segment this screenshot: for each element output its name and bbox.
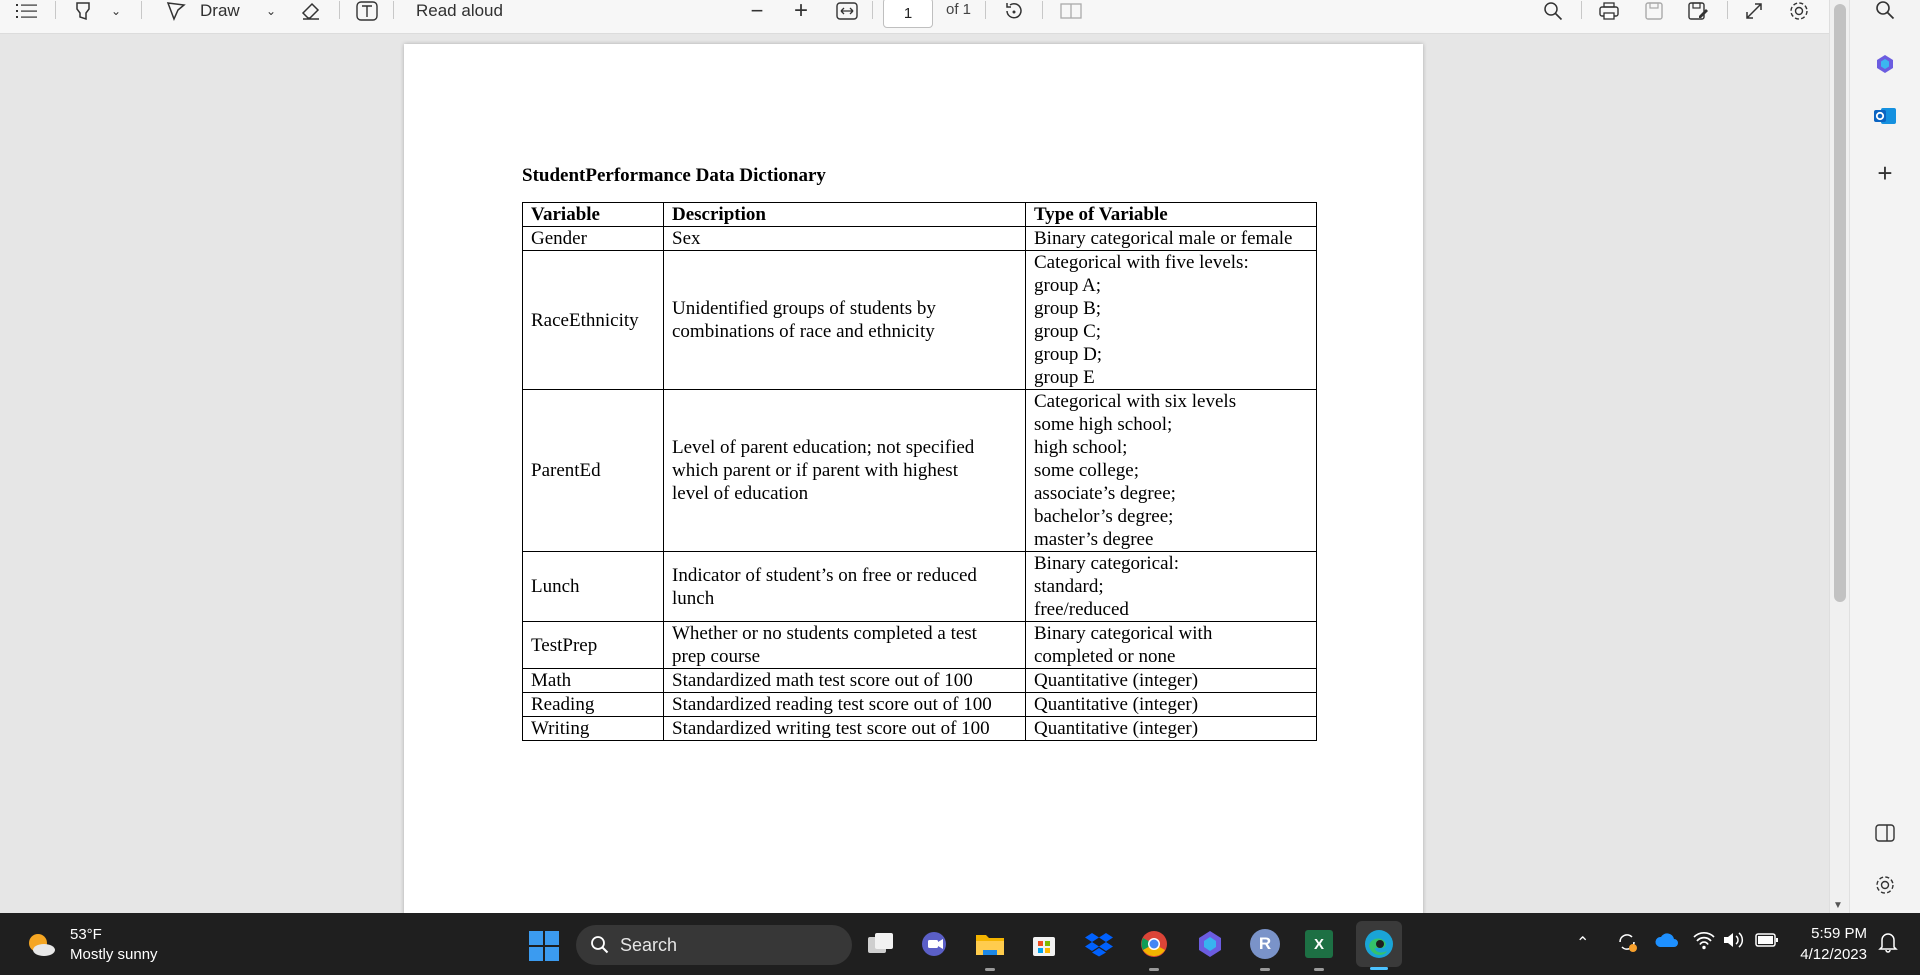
clock-date: 4/12/2023 [1800,946,1867,963]
page-total-label: of 1 [946,1,972,18]
variable-cell: TestPrep [523,622,664,669]
contents-icon[interactable] [14,0,40,22]
table-row [523,227,1317,251]
description-cell: Sex [664,227,1026,251]
settings-gear-icon[interactable] [1786,0,1812,22]
zoom-out-icon[interactable]: − [750,0,764,23]
type-cell: Categorical with five levels: group A; group B; group C; group D; group E [1026,251,1317,390]
r-app-letter: R [1250,929,1280,959]
wifi-icon[interactable] [1693,930,1715,955]
save-as-icon[interactable] [1685,0,1711,22]
task-view-icon[interactable] [864,927,898,961]
toolbar-separator [1727,1,1728,19]
document-title: StudentPerformance Data Dictionary [522,165,826,186]
draw-icon[interactable] [164,0,188,22]
description-cell: Whether or no students completed a test prep course [664,622,1026,669]
column-header-type: Type of Variable [1026,203,1317,227]
dropbox-icon[interactable] [1082,927,1116,961]
description-cell: Standardized writing test score out of 100 [664,717,1026,741]
windows-start-button[interactable] [529,931,559,961]
microsoft-store-icon[interactable] [1027,927,1061,961]
excel-icon[interactable] [1302,927,1336,961]
scrollbar-thumb[interactable] [1834,4,1846,602]
edge-sidebar [1849,0,1920,913]
active-indicator [1370,967,1388,970]
sync-icon[interactable] [1615,930,1639,959]
windows-taskbar [0,913,1920,975]
toolbar-separator [1042,1,1043,19]
type-cell: Categorical with six levels some high school; high school; some college; associate’s degree; bachelor’s degree; master’s degree [1026,390,1317,552]
save-icon[interactable] [1641,0,1667,22]
toolbar-separator [872,1,873,19]
highlight-icon[interactable] [70,0,96,22]
draw-button[interactable]: Draw [200,1,240,20]
toolbar-separator [393,1,394,19]
description-cell: Level of parent education; not specified which parent or if parent with highest level of education [664,390,1026,552]
toolbar-separator [55,1,56,19]
r-app-icon[interactable] [1248,927,1282,961]
table-row [523,552,1317,622]
column-header-variable: Variable [523,203,664,227]
table-row [523,390,1317,552]
table-row [523,717,1317,741]
edge-icon[interactable] [1356,921,1402,967]
search-label: Search [620,934,678,955]
battery-icon[interactable] [1754,931,1780,954]
vertical-scrollbar[interactable] [1829,0,1849,913]
description-cell: Standardized math test score out of 100 [664,669,1026,693]
running-indicator [1149,968,1159,971]
toolbar-separator [1581,1,1582,19]
variable-cell: Reading [523,693,664,717]
copilot-icon[interactable] [1870,49,1900,79]
toolbar-separator [339,1,340,19]
scroll-down-arrow-icon[interactable]: ▼ [1833,900,1843,911]
onedrive-icon[interactable] [1654,930,1680,957]
teams-icon[interactable] [918,927,952,961]
type-cell: Quantitative (integer) [1026,693,1317,717]
partly-sunny-icon [24,928,58,962]
type-cell: Binary categorical: standard; free/reduced [1026,552,1317,622]
taskbar-search-box[interactable] [576,925,852,965]
find-icon[interactable] [1540,0,1566,22]
chrome-icon[interactable] [1137,927,1171,961]
search-icon [590,935,610,955]
type-cell: Quantitative (integer) [1026,669,1317,693]
file-explorer-icon[interactable] [973,927,1007,961]
rotate-icon[interactable] [1001,0,1027,22]
add-sidebar-app-icon[interactable]: + [1877,157,1893,188]
zoom-in-icon[interactable]: + [793,0,808,24]
running-indicator [1260,968,1270,971]
description-cell: Standardized reading test score out of 100 [664,693,1026,717]
pdf-page [404,44,1423,924]
weather-description: Mostly sunny [70,946,158,963]
description-cell: Indicator of student’s on free or reduced lunch [664,552,1026,622]
highlight-chevron-down-icon[interactable]: ⌄ [110,4,122,18]
excel-letter: X [1305,930,1333,958]
text-box-icon[interactable] [355,0,379,22]
page-number-input[interactable]: 1 [883,0,933,28]
clock-time: 5:59 PM [1811,925,1867,942]
table-row [523,251,1317,390]
sidebar-search-icon[interactable] [1870,0,1900,25]
variable-cell: Lunch [523,552,664,622]
toolbar-separator [985,1,986,19]
eraser-icon[interactable] [298,0,324,22]
table-header-row [523,203,1317,227]
weather-widget[interactable] [24,925,158,965]
table-row [523,622,1317,669]
column-header-description: Description [664,203,1026,227]
variable-cell: Writing [523,717,664,741]
weather-temperature: 53°F [70,926,102,943]
outlook-icon[interactable] [1870,101,1900,131]
sidebar-settings-icon[interactable] [1870,870,1900,900]
full-screen-icon[interactable] [1741,0,1767,22]
variable-cell: ParentEd [523,390,664,552]
system-clock[interactable] [1795,923,1867,965]
draw-chevron-down-icon[interactable]: ⌄ [265,4,277,18]
running-indicator [1314,968,1324,971]
variable-cell: Gender [523,227,664,251]
table-row [523,693,1317,717]
running-indicator [985,968,995,971]
toolbar-separator [141,1,142,19]
copilot-taskbar-icon[interactable] [1193,927,1227,961]
hide-sidebar-icon[interactable] [1870,818,1900,848]
table-row [523,669,1317,693]
print-icon[interactable] [1596,0,1622,22]
type-cell: Binary categorical with completed or none [1026,622,1317,669]
type-cell: Quantitative (integer) [1026,717,1317,741]
page-view-icon[interactable] [1058,0,1084,22]
variable-cell: Math [523,669,664,693]
read-aloud-button[interactable]: Read aloud [416,1,503,20]
type-cell: Binary categorical male or female [1026,227,1317,251]
pdf-toolbar [0,0,1829,34]
description-cell: Unidentified groups of students by combinations of race and ethnicity [664,251,1026,390]
data-dictionary-table [522,202,1317,741]
variable-cell: RaceEthnicity [523,251,664,390]
fit-width-icon[interactable] [834,0,860,22]
notifications-icon[interactable] [1878,931,1898,958]
show-hidden-icons-chevron-up-icon[interactable]: ⌃ [1576,935,1590,952]
volume-icon[interactable] [1722,930,1744,955]
